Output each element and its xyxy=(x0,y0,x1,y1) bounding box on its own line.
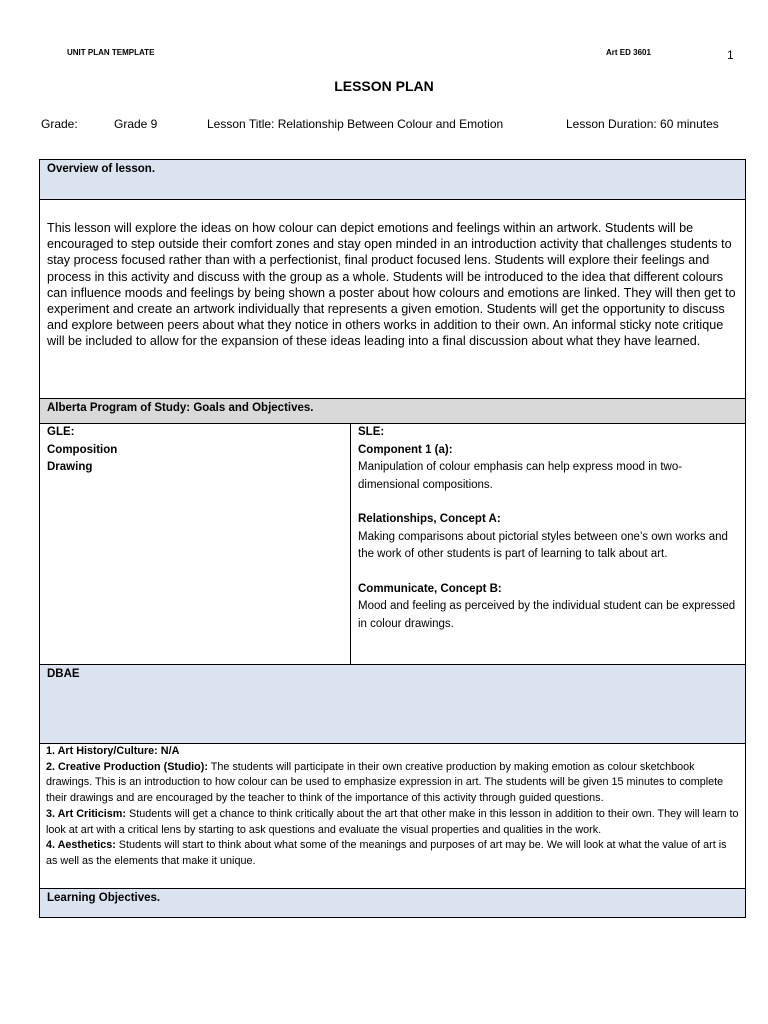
page-title: LESSON PLAN xyxy=(334,78,434,94)
overview-body: This lesson will explore the ideas on how colour can depict emotions and feelings within an artwork. Students will be encouraged to step outside their comfort zones and stay open minded in an introduction activity that challenges students to stay process focused rather than with a perfectionist, final product focused lens. Students will explore their feelings and process in this activity and discuss with the group as a whole. Students will be introduced to the idea that different colours can influence moods and feelings by being shown a poster about how colours and emotions are linked. They will then get to experiment and create an artwork individually that represents a given emotion. Students will get the opportunity to discuss and explore between peers about what they notice in others works in addition to their own. An informal sticky note critique will be included to allow for the expansion of these ideas leading into a final discussion about what they have learned. xyxy=(40,200,746,399)
gle-item: Composition xyxy=(47,443,118,456)
grade-label: Grade: xyxy=(41,117,78,131)
grade-value: Grade 9 xyxy=(114,117,158,131)
lesson-duration: Lesson Duration: 60 minutes xyxy=(566,117,719,131)
gle-item: Drawing xyxy=(47,461,93,473)
dbae-item-text: Students will start to think about what some of the meanings and purposes of art may be. We will look at what the value of art is as well as the elements that make it unique. xyxy=(46,839,727,867)
dbae-item-label: 4. Aesthetics: xyxy=(46,839,116,852)
sle-cell xyxy=(351,424,746,665)
overview-heading: Overview of lesson. xyxy=(40,160,746,200)
dbae-heading: DBAE xyxy=(40,665,746,744)
learning-objectives-heading: Learning Objectives. xyxy=(40,889,746,918)
lesson-plan-table xyxy=(39,159,746,918)
dbae-item-text: Students will get a chance to think critically about the art that other make in this lesson in addition to their own. They will learn to look at art with a critical lens by starting to ask questions and evaluate the visual properties and qualities in the work. xyxy=(46,807,739,836)
gle-cell xyxy=(40,424,351,665)
gle-label: GLE: xyxy=(47,426,75,438)
sle-item-text: Manipulation of colour emphasis can help express mood in two-dimensional compositions. xyxy=(358,461,683,491)
dbae-item xyxy=(46,807,739,838)
sle-item-title: Component 1 (a): xyxy=(358,443,453,456)
sle-label: SLE: xyxy=(358,426,385,438)
dbae-item xyxy=(46,760,739,807)
sle-item-title: Communicate, Concept B: xyxy=(358,582,502,595)
dbae-item-label: 1. Art History/Culture: N/A xyxy=(46,745,180,757)
dbae-item-label: 2. Creative Production (Studio): xyxy=(46,760,208,773)
dbae-item-label: 3. Art Criticism: xyxy=(46,807,126,820)
dbae-body xyxy=(40,744,746,889)
page-number: 1 xyxy=(727,48,734,62)
program-heading: Alberta Program of Study: Goals and Objectives. xyxy=(40,399,746,424)
sle-item-text: Mood and feeling as perceived by the individual student can be expressed in colour drawings. xyxy=(358,600,736,630)
lesson-title: Lesson Title: Relationship Between Colour and Emotion xyxy=(207,117,504,131)
course-code: Art ED 3601 xyxy=(606,48,651,57)
dbae-item-text: The students will participate in their own creative production by making emotion as colour sketchbook drawings. This is an introduction to how colour can be used to emphasize expression in art. The students will be given 15 minutes to complete their drawings and are encouraged by the teacher to think of the importance of this activity through guided questions. xyxy=(46,760,724,805)
sle-item-title: Relationships, Concept A: xyxy=(358,513,501,525)
dbae-item xyxy=(46,838,739,869)
unit-plan-template-label: UNIT PLAN TEMPLATE xyxy=(67,48,155,57)
sle-item-text: Making comparisons about pictorial styles between one’s own works and the work of other students is part of learning to talk about art. xyxy=(358,530,728,560)
dbae-item xyxy=(46,744,739,760)
